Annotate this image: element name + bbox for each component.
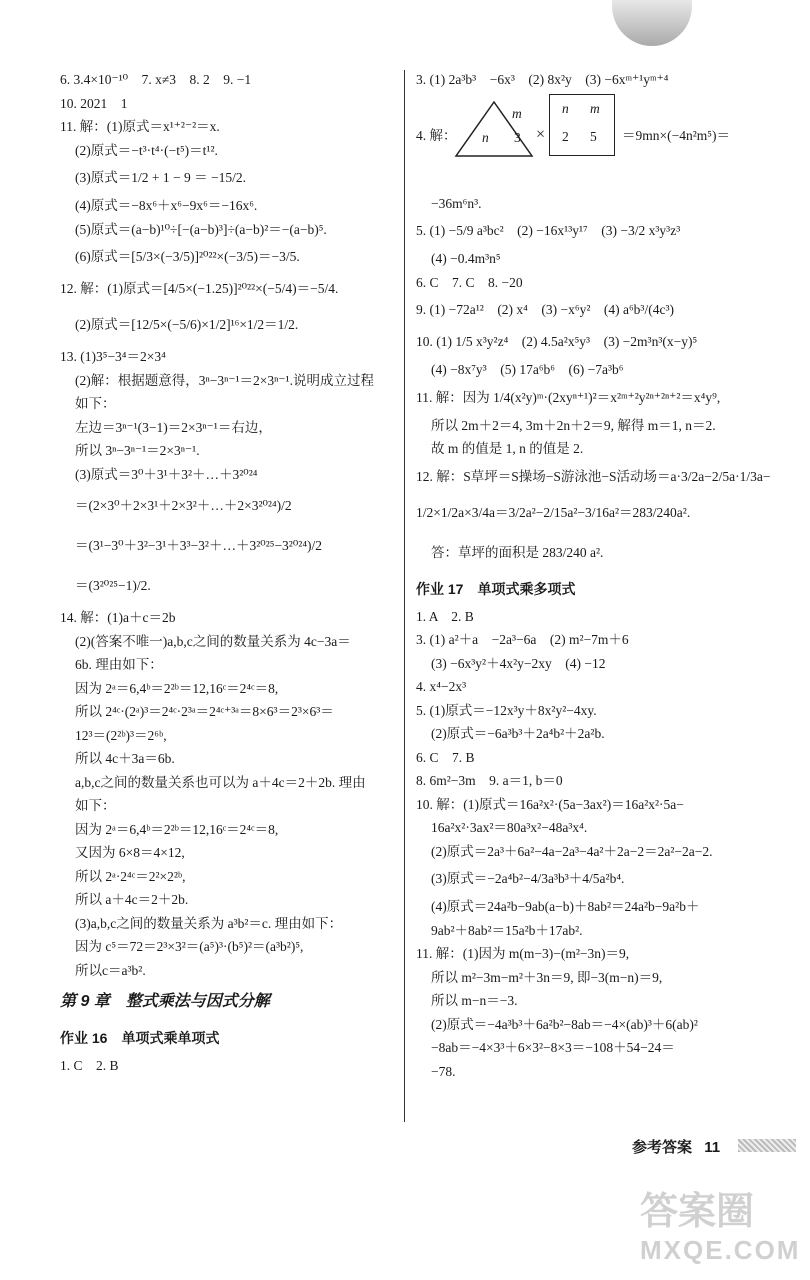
top-decoration <box>612 0 692 46</box>
section-16-title: 作业 16 单项式乘单项式 <box>60 1030 220 1046</box>
footer-decoration <box>738 1139 796 1152</box>
left-column <box>60 68 435 1078</box>
figure-equation: ＝9mn×(−4n²m⁵)＝ <box>622 127 730 143</box>
answer-11-3: (3)原式＝1/2 + 1 − 9 ＝ −15/2. <box>75 170 246 185</box>
answer-r12c: 答：草坪的面积是 283/240 a². <box>431 544 604 560</box>
chapter-title: 第 9 章 整式乘法与因式分解 <box>60 993 270 1010</box>
watermark-url: MXQE.COM <box>640 1235 801 1265</box>
answer-r11b: 所以 2m＋2＝4, 3m＋2n＋2＝9, 解得 m＝1, n＝2. <box>431 417 716 433</box>
answer-r11: 11. 解：因为 1/4(x²y)ᵐ·(2xyⁿ⁺¹)²＝x²ᵐ⁺²y²ⁿ⁺²ⁿ⁺²＝x⁴y⁹, <box>416 389 721 405</box>
page-number: 11 <box>704 1139 721 1156</box>
answer-13-3d: ＝(3²⁰²⁵−1)/2. <box>75 578 151 593</box>
page-footer <box>632 1136 720 1157</box>
answer-r5: 5. (1) −5/9 a³bc² (2) −16x¹³y¹⁷ (3) −3/2 x³y³z³ <box>416 223 681 238</box>
answer-17-11-1: 11. 解：(1)因为 m(m−3)−(m²−3n)＝9, <box>416 946 630 961</box>
answer-12-2: (2)原式＝[12/5×(−5/6)×1/2]¹⁶×1/2＝1/2. <box>75 317 299 332</box>
answer-13-3: (3)原式＝3⁰＋3¹＋3²＋…＋3²⁰²⁴ <box>75 466 258 482</box>
answer-13-2b: 如下： <box>75 396 116 411</box>
answer-17-11-1c: 所以 m−n＝−3. <box>431 993 518 1008</box>
answer-6-9: 6. 3.4×10⁻¹⁰ 7. x≠3 8. 2 9. −1 <box>60 72 252 87</box>
answer-13-3c: ＝(3¹−3⁰＋3²−3¹＋3³−3²＋…＋3²⁰²⁵−3²⁰²⁴)/2 <box>75 538 323 553</box>
answer-11-1: 11. 解：(1)原式＝x¹⁺²⁻²＝x. <box>60 119 220 134</box>
answer-r10: 10. (1) 1/5 x³y²z⁴ (2) 4.5a²x⁵y³ (3) −2m³n³(x−y)⁵ <box>416 334 698 349</box>
answer-11-4: (4)原式＝−8x⁶＋x⁶−9x⁶＝−16x⁶. <box>75 198 258 213</box>
footer-label: 参考答案 <box>632 1139 693 1156</box>
answer-14-2f: 所以 4c＋3a＝6b. <box>75 751 175 766</box>
box-m: m <box>590 100 600 116</box>
watermark-logo: 答案圈 <box>640 1191 755 1233</box>
answer-16-1-2: 1. C 2. B <box>60 1058 119 1073</box>
answer-11-2: (2)原式＝−t³·t⁴·(−t⁵)＝t¹². <box>75 142 218 158</box>
answer-r3: 3. (1) 2a³b³ −6x³ (2) 8x²y (3) −6xᵐ⁺¹yᵐ⁺⁴ <box>416 72 669 87</box>
triangle-shape <box>454 100 534 158</box>
answer-13-2d: 所以 3ⁿ−3ⁿ⁻¹＝2×3ⁿ⁻¹. <box>75 443 200 458</box>
answer-13-2c: 左边＝3ⁿ⁻¹(3−1)＝2×3ⁿ⁻¹＝右边， <box>75 419 272 435</box>
answer-r4-result: −36m⁶n³. <box>431 195 482 211</box>
answer-r10b: (4) −8x⁷y³ (5) 17a⁶b⁶ (6) −7a³b⁶ <box>431 362 624 377</box>
answer-17-1-2: 1. A 2. B <box>416 608 474 624</box>
box-2: 2 <box>562 128 569 144</box>
answer-r11c: 故 m 的值是 1, n 的值是 2. <box>431 441 584 456</box>
answer-17-8-9: 8. 6m²−3m 9. a＝1, b＝0 <box>416 773 563 788</box>
answer-r6-8: 6. C 7. C 8. −20 <box>416 274 523 290</box>
right-column <box>416 68 791 1083</box>
answer-17-10-1: 10. 解：(1)原式＝16a²x²·(5a−3ax²)＝16a²x²·5a− <box>416 796 684 812</box>
answer-11-6: (6)原式＝[5/3×(−3/5)]²⁰²²×(−3/5)＝−3/5. <box>75 249 300 264</box>
answer-10: 10. 2021 1 <box>60 95 128 111</box>
answer-14-2b: 6b. 理由如下： <box>75 657 163 672</box>
answer-17-11-2b: −8ab＝−4×3³＋6×3²−8×3＝−108＋54−24＝ <box>431 1040 675 1055</box>
answer-14-2j: 又因为 6×8＝4×12, <box>75 845 185 860</box>
answer-14-2d: 所以 2⁴ᶜ·(2ᵃ)³＝2⁴ᶜ·2³ᵃ＝2⁴ᶜ⁺³ᵃ＝8×6³＝2³×6³＝ <box>75 704 334 719</box>
answer-17-5-2: (2)原式＝−6a³b³＋2a⁴b²＋2a²b. <box>431 726 605 741</box>
answer-14-2k: 所以 2ᵃ·2⁴ᶜ＝2²×2²ᵇ, <box>75 868 186 884</box>
answer-17-10-1b: 16a²x²·3ax²＝80a³x²−48a³x⁴. <box>431 820 588 835</box>
answer-14-2h: 如下： <box>75 798 116 813</box>
answer-17-10-4b: 9ab²＋8ab²＝15a²b＋17ab². <box>431 922 583 938</box>
answer-14-3: (3)a,b,c之间的数量关系为 a³b²＝c. 理由如下： <box>75 915 343 931</box>
answer-14-2: (2)(答案不唯一)a,b,c之间的数量关系为 4c−3a＝ <box>75 633 351 649</box>
answer-17-10-4: (4)原式＝24a²b−9ab(a−b)＋8ab²＝24a²b−9a²b＋ <box>431 899 700 914</box>
answer-r12: 12. 解：S草坪＝S操场−S游泳池−S活动场＝a·3/2a−2/5a·1/3a− <box>416 468 771 484</box>
answer-14-2e: 12³＝(2²ᵇ)³＝2⁶ᵇ, <box>75 727 167 743</box>
answer-13-1: 13. (1)3⁵−3⁴＝2×3⁴ <box>60 349 166 364</box>
box-5: 5 <box>590 128 597 144</box>
answer-r12b: 1/2×1/2a×3/4a＝3/2a²−2/15a²−3/16a²＝283/240a². <box>416 504 691 520</box>
answer-14-3c: 所以c＝a³b². <box>75 962 146 978</box>
answer-17-3: 3. (1) a²＋a −2a³−6a (2) m²−7m＋6 <box>416 632 629 647</box>
section-17-title: 作业 17 单项式乘多项式 <box>416 580 576 597</box>
square-shape <box>549 94 615 156</box>
box-n: n <box>562 100 569 116</box>
triangle-m: m <box>512 105 522 121</box>
answer-17-3b: (3) −6x³y²＋4x²y−2xy (4) −12 <box>431 655 606 671</box>
answer-17-11-1b: 所以 m²−3m−m²＋3n＝9, 即−3(m−n)＝9, <box>431 969 663 985</box>
answer-14-2i: 因为 2ᵃ＝6,4ᵇ＝2²ᵇ＝12,16ᶜ＝2⁴ᶜ＝8, <box>75 821 279 837</box>
answer-14-2g: a,b,c之间的数量关系也可以为 a＋4c＝2＋2b. 理由 <box>75 774 366 790</box>
answer-17-10-3: (3)原式＝−2a⁴b²−4/3a³b³＋4/5a²b⁴. <box>431 871 625 886</box>
answer-14-2l: 所以 a＋4c＝2＋2b. <box>75 892 189 907</box>
answer-12-1: 12. 解：(1)原式＝[4/5×(−1.25)]²⁰²²×(−5/4)＝−5/4. <box>60 281 339 296</box>
answer-14-2c: 因为 2ᵃ＝6,4ᵇ＝2²ᵇ＝12,16ᶜ＝2⁴ᶜ＝8, <box>75 680 279 696</box>
answer-17-10-2: (2)原式＝2a³＋6a²−4a−2a³−4a²＋2a−2＝2a²−2a−2. <box>431 843 713 859</box>
triangle-n: n <box>482 129 489 145</box>
answer-14-3b: 因为 c⁵＝72＝2³×3²＝(a⁵)³·(b⁵)²＝(a³b²)⁵, <box>75 939 304 954</box>
answer-17-11-2c: −78. <box>431 1063 456 1079</box>
answer-17-5-1: 5. (1)原式＝−12x³y＋8x²y²−4xy. <box>416 702 597 718</box>
answer-13-2: (2)解：根据题意得，3ⁿ−3ⁿ⁻¹＝2×3ⁿ⁻¹.说明成立过程 <box>75 372 374 388</box>
answer-14-1: 14. 解：(1)a＋c＝2b <box>60 610 176 625</box>
answer-17-11-2: (2)原式＝−4a³b³＋6a²b²−8ab＝−4×(ab)³＋6(ab)² <box>431 1016 698 1032</box>
answer-r4-label: 4. 解： <box>416 127 457 143</box>
answer-r9: 9. (1) −72a¹² (2) x⁴ (3) −x⁶y² (4) a⁶b³/(4c³) <box>416 302 675 317</box>
triangle-3: 3 <box>514 129 521 145</box>
answer-11-5: (5)原式＝(a−b)¹⁰÷[−(a−b)³]÷(a−b)²＝−(a−b)⁵. <box>75 221 327 237</box>
answer-17-4: 4. x⁴−2x³ <box>416 679 467 694</box>
times-sign: × <box>536 125 546 143</box>
answer-r5-4: (4) −0.4m³n⁵ <box>431 251 501 266</box>
watermark <box>640 1180 800 1270</box>
answer-r4-figure <box>416 92 791 192</box>
answer-13-3b: ＝(2×3⁰＋2×3¹＋2×3²＋…＋2×3²⁰²⁴)/2 <box>75 498 292 513</box>
answer-17-6-7: 6. C 7. B <box>416 749 475 765</box>
